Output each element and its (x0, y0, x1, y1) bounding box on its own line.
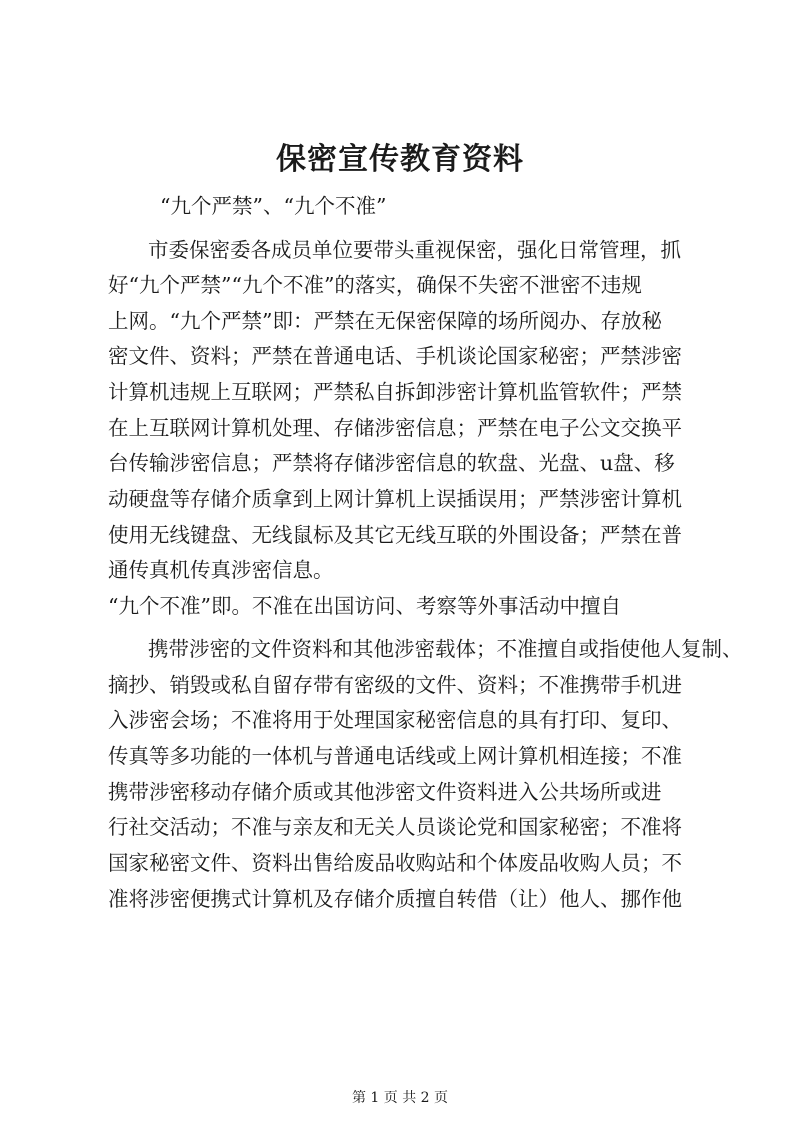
paragraph-line: 台传输涉密信息；严禁将存储涉密信息的软盘、光盘、u盘、移 (108, 451, 675, 475)
paragraph-line: 动硬盘等存储介质拿到上网计算机上误插误用；严禁涉密计算机 (108, 487, 682, 511)
paragraph-line: 在上互联网计算机处理、存储涉密信息；严禁在电子公文交换平 (108, 416, 682, 440)
paragraph-line: 摘抄、销毁或私自留存带有密级的文件、资料；不准携带手机进 (108, 673, 682, 697)
paragraph-line: 准将涉密便携式计算机及存储介质擅自转借（让）他人、挪作他 (108, 887, 682, 911)
paragraph-line: 行社交活动；不准与亲友和无关人员谈论党和国家秘密；不准将 (108, 815, 682, 839)
paragraph-line: 携带涉密的文件资料和其他涉密载体；不准擅自或指使他人复制、 (148, 637, 743, 661)
subtitle-line: “九个严禁”、“九个不准” (160, 194, 387, 218)
paragraph-line: 密文件、资料；严禁在普通电话、手机谈论国家秘密；严禁涉密 (108, 344, 682, 368)
paragraph-line: 上网。“九个严禁”即：严禁在无保密保障的场所阅办、存放秘 (108, 309, 662, 333)
paragraph-line: 市委保密委各成员单位要带头重视保密，强化日常管理，抓 (148, 238, 681, 262)
page-number-footer: 第 1 页 共 2 页 (351, 1090, 449, 1106)
paragraph-line: 计算机违规上互联网；严禁私自拆卸涉密计算机监管软件；严禁 (108, 380, 682, 404)
paragraph-line: “九个不准”即。不准在出国访问、考察等外事活动中擅自 (108, 594, 621, 618)
paragraph-line: 传真等多功能的一体机与普通电话线或上网计算机相连接；不准 (108, 744, 682, 768)
paragraph-line: 入涉密会场；不准将用于处理国家秘密信息的具有打印、复印、 (108, 708, 682, 732)
paragraph-line: 好“九个严禁”“九个不准”的落实，确保不失密不泄密不违规 (108, 273, 642, 297)
paragraph-line: 国家秘密文件、资料出售给废品收购站和个体废品收购人员；不 (108, 851, 682, 875)
paragraph-line: 携带涉密移动存储介质或其他涉密文件资料进入公共场所或进 (108, 780, 662, 804)
paragraph-line: 通传真机传真涉密信息。 (108, 558, 334, 582)
page-title: 保密宣传教育资料 (276, 142, 524, 177)
paragraph-line: 使用无线键盘、无线鼠标及其它无线互联的外围设备；严禁在普 (108, 523, 682, 547)
